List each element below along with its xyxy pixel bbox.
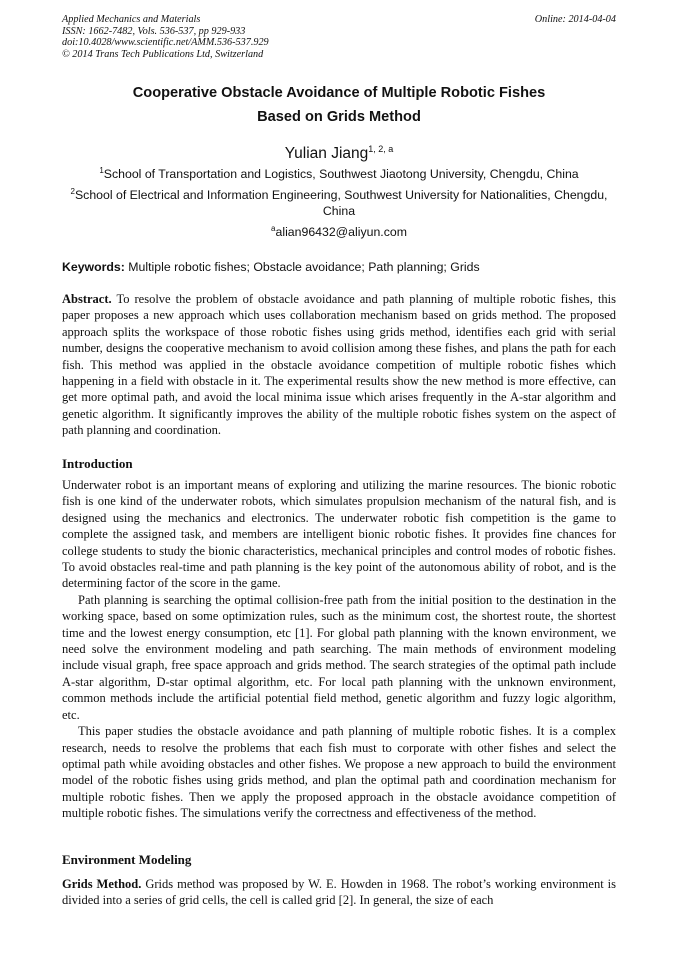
environment-body	[62, 876, 616, 909]
intro-paragraph-2: Path planning is searching the optimal collision-free path from the initial position to the destination in the working space, based on some optimization rules, such as the minimum cost, the shortest route, the shortest time and the lowest energy consumption, etc [1]. For global path planning with the known environment, we need solve the environment modeling and path searching. The main methods of environment modeling include visual graph, free space approach and grids method. The search strategies of the optimal path include A-star algorithm, D-star optimal algorithm, etc. For local path planning with the unknown environment, common methods include the artificial potential field method, genetic algorithm and fuzzy logic algorithm, etc.	[62, 592, 616, 722]
paper-title	[62, 81, 616, 129]
journal-header	[62, 14, 616, 60]
journal-issn: ISSN: 1662-7482, Vols. 536-537, pp 929-933	[62, 25, 246, 37]
section-heading-introduction: Introduction	[62, 456, 133, 471]
keywords	[62, 259, 622, 275]
author-superscript: 1, 2, a	[368, 144, 394, 154]
grids-method-label: Grids Method.	[62, 877, 142, 891]
affiliation-1-marker: 1	[99, 166, 104, 175]
abstract-label: Abstract.	[62, 292, 112, 306]
journal-copyright: © 2014 Trans Tech Publications Ltd, Switzerland	[62, 48, 264, 60]
affiliation-2-text: School of Electrical and Information Engineering, Southwest University for Nationalities, Chengdu, China	[74, 188, 608, 218]
journal-name: Applied Mechanics and Materials	[62, 14, 201, 25]
affiliation-1	[62, 163, 616, 182]
author-line	[62, 140, 616, 163]
intro-paragraph-1: Underwater robot is an important means of exploring and utilizing the marine resources. The bionic robotic fish is one kind of the underwater robots, which simulates propulsion mechanism of the natural fish, and is designed using the mechanics and electronics. The underwater robotic fish competition is the game to complete the assigned task, and members are intelligent bionic robotic fishes. It provides fine chances for college students to study the bionic characteristics, mechanical principles and control modes of robotic fishes. To avoid obstacles real-time and path planning is the key point of the autonomous ability of robot, and is the determining factor of the score in the game.	[62, 478, 616, 591]
email-text[interactable]: alian96432@aliyun.com	[275, 225, 407, 239]
journal-doi[interactable]: doi:10.4028/www.scientific.net/AMM.536-537.929	[62, 37, 269, 49]
paper-title-line-1: Cooperative Obstacle Avoidance of Multiple Robotic Fishes	[132, 85, 546, 101]
online-date: Online: 2014-04-04	[534, 14, 616, 25]
author-email	[62, 221, 616, 240]
affiliation-2	[62, 184, 616, 219]
keywords-label: Keywords:	[62, 260, 125, 274]
keywords-text: Multiple robotic fishes; Obstacle avoidance; Path planning; Grids	[128, 260, 480, 274]
intro-paragraph-3: This paper studies the obstacle avoidance and path planning of multiple robotic fishes. It is a complex research, needs to resolve the problems that each fish must to corporate with other fishes and select the optimal path while avoiding obstacles and other fishes. We propose a new approach to build the environment model of the robotic fishes using grids method, and plan the optimal path and coordination mechanism for multiple robotic fishes. Then we apply the proposed approach in the obstacle avoidance competition of multiple robotic fishes. The simulations verify the correctness and effectiveness of the method.	[62, 724, 616, 821]
paper-title-line-2: Based on Grids Method	[257, 109, 421, 125]
affiliation-2-marker: 2	[70, 187, 75, 196]
introduction-body	[62, 477, 616, 822]
email-marker: a	[271, 224, 276, 233]
author-name: Yulian Jiang	[284, 145, 369, 162]
abstract	[62, 291, 616, 439]
section-heading-environment-modeling: Environment Modeling	[62, 852, 192, 867]
affiliation-1-text: School of Transportation and Logistics, Southwest Jiaotong University, Chengdu, China	[103, 167, 579, 181]
grids-method-text: Grids method was proposed by W. E. Howden in 1968. The robot’s working environment is divided into a series of grid cells, the cell is called grid [2]. In general, the size of each	[62, 877, 617, 908]
abstract-text: To resolve the problem of obstacle avoidance and path planning of multiple robotic fishes, this paper proposes a new approach which uses collaboration mechanism based on grids method. The proposed approach splits the workspace of those robotic fishes using grids method, identifies each grid with serial number, designs the cooperative mechanism to avoid collision among these fishes, and plans the path for each fish. This method was applied in the obstacle avoidance competition of multiple robotic fishes which happening in a field with obstacle in it. The experimental results show the new method is more effective, can get more optimal path, and avoid the local minima issue which arises frequently in the A-star algorithm and genetic algorithm. It significantly improves the ability of the multiple robotic fishes system on the aspect of path planning and coordination.	[62, 292, 616, 438]
